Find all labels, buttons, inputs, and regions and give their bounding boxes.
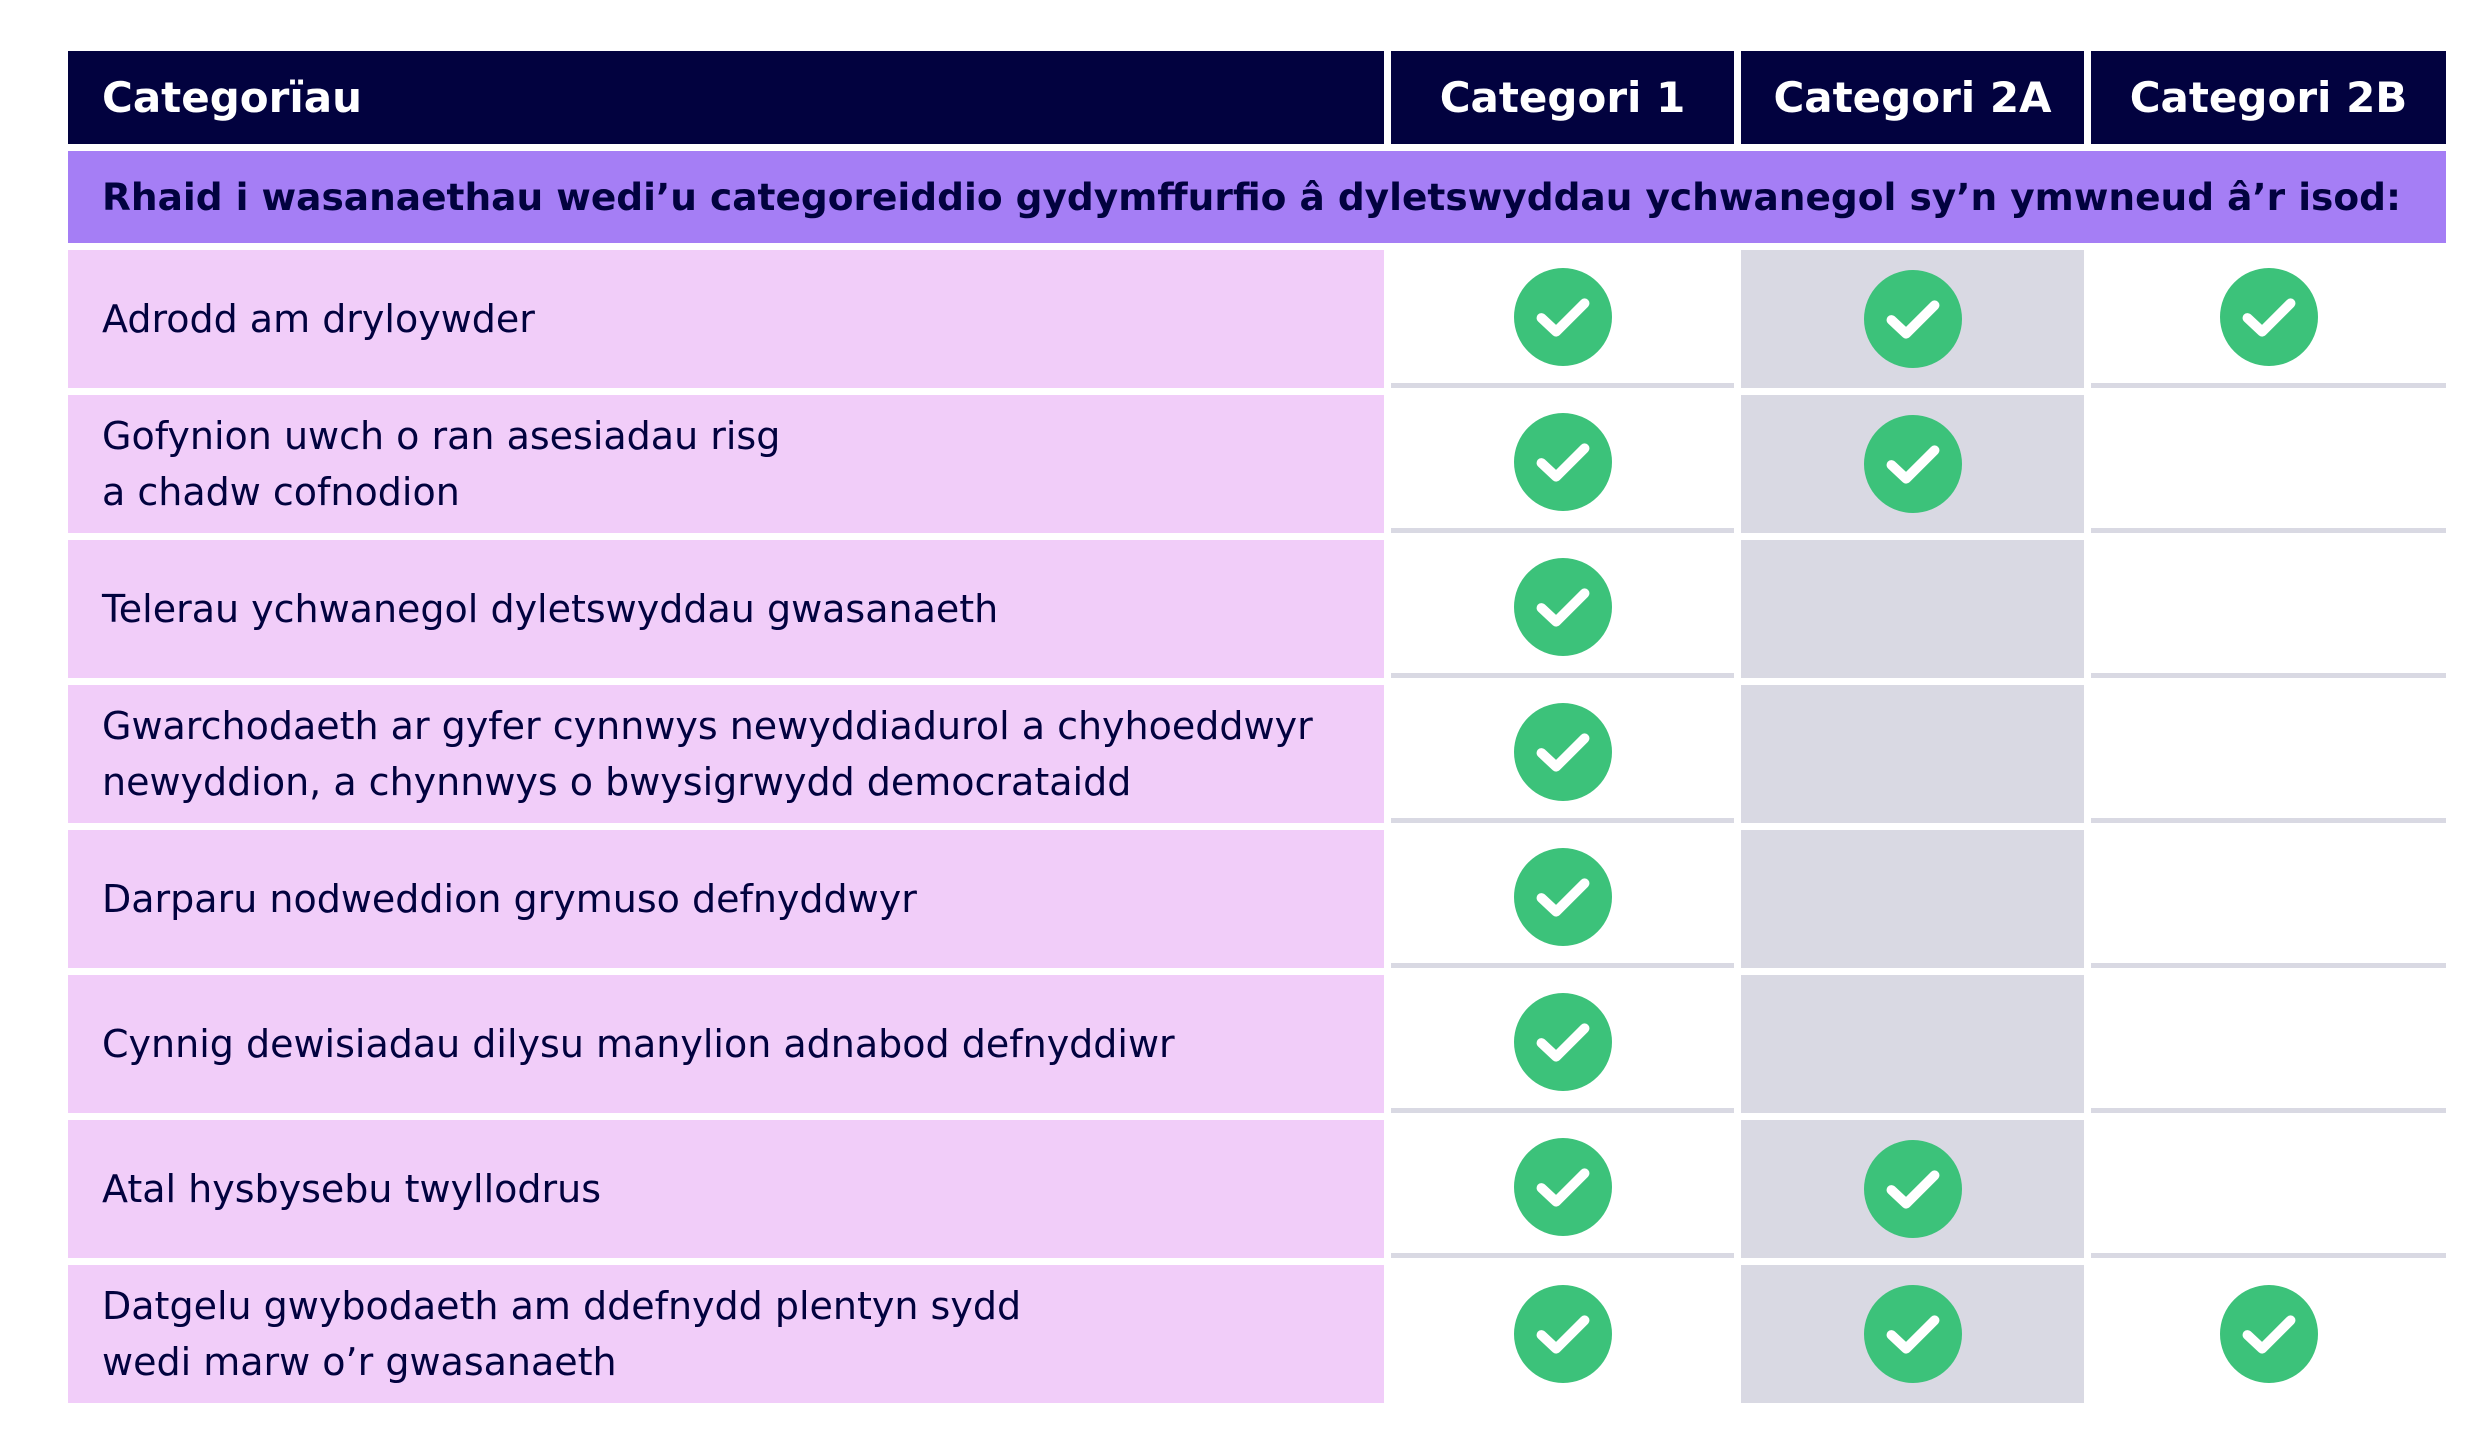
cell-category-2b bbox=[2091, 830, 2446, 968]
table-row bbox=[68, 830, 2446, 968]
row-label bbox=[68, 685, 1384, 823]
cell-category-1 bbox=[1391, 1120, 1734, 1258]
row-label-line: Atal hysbysebu twyllodrus bbox=[102, 1167, 602, 1211]
row-label bbox=[68, 1265, 1384, 1403]
check-circle-icon bbox=[2220, 1285, 2318, 1383]
row-label-line: newyddion, a chynnwys o bwysigrwydd democrataidd bbox=[102, 760, 1132, 804]
row-label-line: Datgelu gwybodaeth am ddefnydd plentyn sydd bbox=[102, 1284, 1022, 1328]
cell-category-1 bbox=[1391, 540, 1734, 678]
row-label-line: Gofynion uwch o ran asesiadau risg bbox=[102, 414, 781, 458]
row-label bbox=[68, 975, 1384, 1113]
check-circle-icon bbox=[1864, 270, 1962, 368]
cell-category-2a bbox=[1741, 1120, 2084, 1258]
table-body bbox=[68, 250, 2446, 1403]
cell-category-2a bbox=[1741, 1265, 2084, 1403]
table-row bbox=[68, 1265, 2446, 1403]
cell-category-2b bbox=[2091, 540, 2446, 678]
row-label-line: wedi marw o’r gwasanaeth bbox=[102, 1340, 617, 1384]
header-category-2a: Categori 2A bbox=[1741, 51, 2084, 144]
cell-category-2a bbox=[1741, 975, 2084, 1113]
table-subheader: Rhaid i wasanaethau wedi’u categoreiddio gydymffurfio â dyletswyddau ychwanegol sy’n ymwneud â’r isod: bbox=[68, 151, 2446, 243]
check-circle-icon bbox=[1514, 558, 1612, 656]
check-circle-icon bbox=[1864, 415, 1962, 513]
row-label bbox=[68, 1120, 1384, 1258]
header-categories: Categorïau bbox=[68, 51, 1384, 144]
check-circle-icon bbox=[1514, 993, 1612, 1091]
table-header bbox=[68, 51, 2446, 144]
row-label-line: Adrodd am dryloywder bbox=[102, 297, 535, 341]
duties-table bbox=[68, 51, 2446, 1403]
check-circle-icon bbox=[1514, 848, 1612, 946]
check-circle-icon bbox=[1514, 1138, 1612, 1236]
cell-category-2b bbox=[2091, 685, 2446, 823]
cell-category-2a bbox=[1741, 250, 2084, 388]
check-circle-icon bbox=[1864, 1285, 1962, 1383]
row-label-line: Gwarchodaeth ar gyfer cynnwys newyddiadurol a chyhoeddwyr bbox=[102, 704, 1313, 748]
header-category-1: Categori 1 bbox=[1391, 51, 1734, 144]
table-row bbox=[68, 540, 2446, 678]
cell-category-2b bbox=[2091, 1265, 2446, 1403]
check-circle-icon bbox=[1514, 413, 1612, 511]
check-circle-icon bbox=[2220, 268, 2318, 366]
row-label-line: Darparu nodweddion grymuso defnyddwyr bbox=[102, 877, 917, 921]
cell-category-1 bbox=[1391, 685, 1734, 823]
cell-category-2b bbox=[2091, 975, 2446, 1113]
table-row bbox=[68, 395, 2446, 533]
table-row bbox=[68, 685, 2446, 823]
table-row bbox=[68, 250, 2446, 388]
row-label bbox=[68, 395, 1384, 533]
check-circle-icon bbox=[1514, 268, 1612, 366]
row-label-line: a chadw cofnodion bbox=[102, 470, 460, 514]
cell-category-1 bbox=[1391, 830, 1734, 968]
check-circle-icon bbox=[1514, 1285, 1612, 1383]
row-label bbox=[68, 250, 1384, 388]
row-label-line: Cynnig dewisiadau dilysu manylion adnabod defnyddiwr bbox=[102, 1022, 1175, 1066]
header-category-2b: Categori 2B bbox=[2091, 51, 2446, 144]
cell-category-1 bbox=[1391, 395, 1734, 533]
cell-category-1 bbox=[1391, 250, 1734, 388]
table-row bbox=[68, 1120, 2446, 1258]
check-circle-icon bbox=[1514, 703, 1612, 801]
check-circle-icon bbox=[1864, 1140, 1962, 1238]
cell-category-2b bbox=[2091, 250, 2446, 388]
cell-category-2b bbox=[2091, 395, 2446, 533]
cell-category-1 bbox=[1391, 1265, 1734, 1403]
cell-category-2a bbox=[1741, 685, 2084, 823]
cell-category-2a bbox=[1741, 540, 2084, 678]
row-label bbox=[68, 830, 1384, 968]
cell-category-1 bbox=[1391, 975, 1734, 1113]
cell-category-2a bbox=[1741, 830, 2084, 968]
cell-category-2b bbox=[2091, 1120, 2446, 1258]
table-row bbox=[68, 975, 2446, 1113]
row-label bbox=[68, 540, 1384, 678]
row-label-line: Telerau ychwanegol dyletswyddau gwasanaeth bbox=[102, 587, 999, 631]
cell-category-2a bbox=[1741, 395, 2084, 533]
